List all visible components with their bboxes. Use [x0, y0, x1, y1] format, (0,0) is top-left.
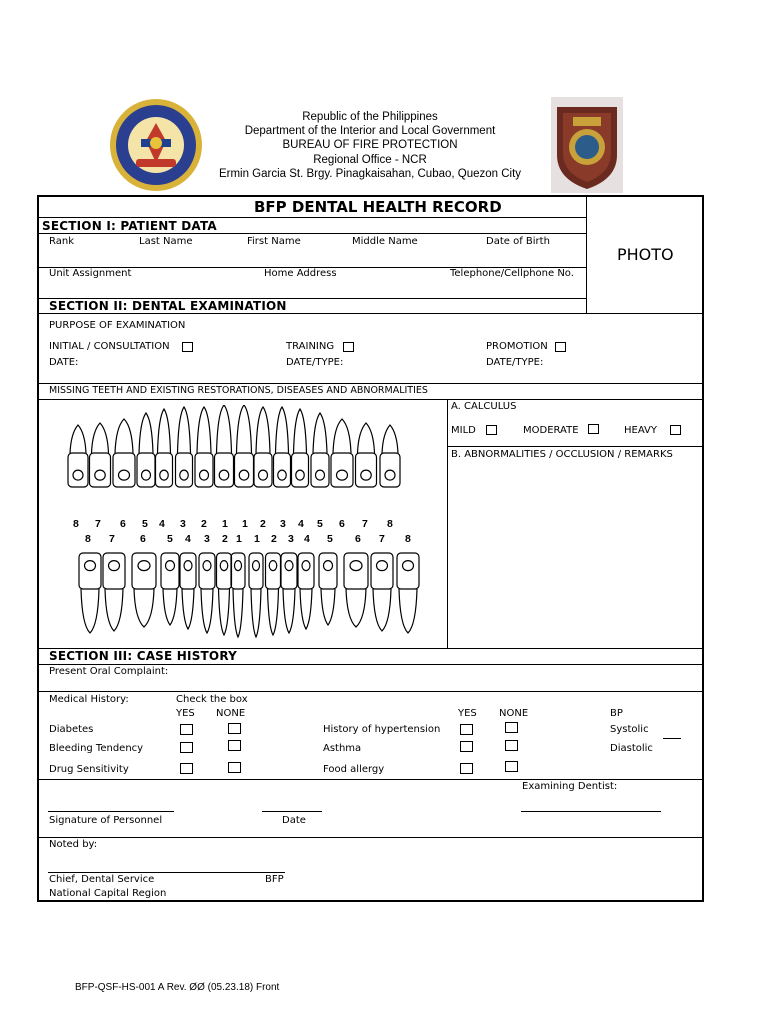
chief-signature-line[interactable] [48, 872, 285, 873]
upper-tooth-number: 7 [362, 518, 368, 530]
initial-consultation-checkbox[interactable] [182, 342, 193, 352]
upper-tooth[interactable] [331, 419, 353, 487]
photo-box-label: PHOTO [617, 245, 674, 264]
upper-tooth-number: 8 [73, 518, 79, 530]
examining-dentist-signature-line[interactable] [521, 811, 661, 812]
upper-tooth-number: 6 [339, 518, 345, 530]
home-address-label: Home Address [264, 268, 337, 279]
header-line-address: Ermin Garcia St. Brgy. Pinagkaisahan, Cubao, Quezon City [218, 168, 522, 180]
lower-tooth[interactable] [180, 553, 196, 629]
lower-tooth[interactable] [397, 553, 419, 633]
lower-tooth[interactable] [266, 553, 281, 635]
heavy-checkbox[interactable] [670, 425, 681, 435]
yes-header-left: YES [176, 708, 195, 719]
signature-of-personnel-label: Signature of Personnel [49, 815, 163, 826]
hypertension-none-checkbox[interactable] [505, 722, 518, 733]
lower-tooth-number: 2 [271, 533, 277, 545]
bleeding-none-checkbox[interactable] [228, 740, 241, 751]
middle-name-label: Middle Name [352, 236, 418, 247]
mild-checkbox[interactable] [486, 425, 497, 435]
lower-tooth-number: 4 [185, 533, 191, 545]
date-line[interactable] [262, 811, 322, 812]
last-name-label: Last Name [139, 236, 193, 247]
food-allergy-label: Food allergy [323, 764, 385, 775]
bleeding-tendency-label: Bleeding Tendency [49, 743, 144, 754]
first-name-label: First Name [247, 236, 301, 247]
noted-by-label: Noted by: [49, 839, 98, 850]
header-line-bfp: BUREAU OF FIRE PROTECTION [282, 139, 458, 151]
upper-tooth-number: 5 [317, 518, 323, 530]
lower-tooth-number: 1 [236, 533, 242, 545]
section2-title: SECTION II: DENTAL EXAMINATION [49, 299, 287, 313]
dilg-bfp-badge-icon [551, 97, 623, 193]
header-line-dilg: Department of the Interior and Local Government [244, 125, 496, 137]
lower-tooth-number: 6 [355, 533, 361, 545]
upper-tooth-number: 4 [298, 518, 304, 530]
upper-tooth-number: 8 [387, 518, 393, 530]
lower-tooth[interactable] [79, 553, 101, 633]
asthma-label: Asthma [323, 743, 362, 754]
lower-tooth-number: 7 [379, 533, 385, 545]
examining-dentist-label: Examining Dentist: [522, 781, 618, 792]
moderate-checkbox[interactable] [588, 424, 599, 434]
lower-tooth[interactable] [103, 553, 125, 631]
abnormalities-label: B. ABNORMALITIES / OCCLUSION / REMARKS [451, 449, 673, 460]
upper-tooth[interactable] [235, 405, 254, 487]
unit-assignment-label: Unit Assignment [49, 268, 132, 279]
lower-tooth[interactable] [281, 553, 297, 633]
systolic-label: Systolic [610, 724, 649, 735]
upper-tooth-number: 1 [242, 518, 248, 530]
lower-tooth-number: 4 [304, 533, 310, 545]
date-caption-label: Date [282, 815, 306, 826]
upper-tooth[interactable] [292, 409, 309, 487]
upper-tooth[interactable] [68, 425, 88, 487]
promotion-date-type-label: DATE/TYPE: [486, 357, 544, 368]
header-line-regional-office: Regional Office - NCR [313, 154, 427, 166]
upper-tooth-number: 3 [280, 518, 286, 530]
lower-tooth[interactable] [249, 553, 263, 637]
form-code-footer: BFP-QSF-HS-001 A Rev. ØØ (05.23.18) Front [75, 982, 280, 993]
lower-tooth[interactable] [132, 553, 156, 627]
upper-tooth-number: 3 [180, 518, 186, 530]
lower-tooth-number: 3 [204, 533, 210, 545]
bp-label: BP [610, 708, 623, 719]
promotion-checkbox[interactable] [555, 342, 566, 352]
none-header-right: NONE [499, 708, 529, 719]
lower-tooth[interactable] [371, 553, 393, 631]
date-label: DATE: [49, 357, 79, 368]
food-none-checkbox[interactable] [505, 761, 518, 772]
moderate-label: MODERATE [523, 425, 579, 436]
hypertension-label: History of hypertension [323, 724, 441, 735]
medical-history-label: Medical History: [49, 694, 129, 705]
lower-tooth-number: 1 [254, 533, 260, 545]
purpose-label: PURPOSE OF EXAMINATION [49, 320, 186, 331]
section3-title: SECTION III: CASE HISTORY [49, 649, 238, 663]
chief-dental-service-label: Chief, Dental Service [49, 874, 155, 885]
promotion-label: PROMOTION [486, 341, 548, 352]
upper-tooth-number: 2 [201, 518, 207, 530]
lower-tooth[interactable] [231, 553, 245, 637]
calculus-label: A. CALCULUS [451, 401, 517, 412]
lower-tooth[interactable] [217, 553, 232, 635]
upper-tooth-number: 7 [95, 518, 101, 530]
food-yes-checkbox[interactable] [460, 763, 473, 774]
initial-consultation-label: INITIAL / CONSULTATION [49, 341, 170, 352]
lower-tooth-number: 6 [140, 533, 146, 545]
lower-tooth-number: 8 [85, 533, 91, 545]
dental-record-form [37, 195, 704, 902]
phone-label: Telephone/Cellphone No. [450, 268, 574, 279]
upper-tooth-number: 5 [142, 518, 148, 530]
diastolic-label: Diastolic [610, 743, 653, 754]
check-the-box-label: Check the box [176, 694, 248, 705]
diabetes-yes-checkbox[interactable] [180, 724, 193, 735]
bleeding-yes-checkbox[interactable] [180, 742, 193, 753]
section1-title: SECTION I: PATIENT DATA [42, 219, 217, 233]
asthma-none-checkbox[interactable] [505, 740, 518, 751]
drug-sensitivity-label: Drug Sensitivity [49, 764, 129, 775]
lower-tooth-number: 2 [222, 533, 228, 545]
upper-tooth[interactable] [311, 413, 329, 487]
diabetes-none-checkbox[interactable] [228, 723, 241, 734]
lower-tooth[interactable] [199, 553, 215, 633]
lower-tooth-number: 5 [327, 533, 333, 545]
rank-label: Rank [49, 236, 74, 247]
missing-teeth-label: MISSING TEETH AND EXISTING RESTORATIONS, DISEASES AND ABNORMALITIES [49, 385, 428, 396]
upper-tooth[interactable] [137, 413, 155, 487]
upper-tooth[interactable] [113, 419, 135, 487]
upper-tooth[interactable] [380, 425, 400, 487]
none-header-left: NONE [216, 708, 246, 719]
upper-tooth-number: 2 [260, 518, 266, 530]
header-line-republic: Republic of the Philippines [302, 111, 438, 123]
upper-tooth[interactable] [356, 423, 377, 487]
lower-tooth-number: 7 [109, 533, 115, 545]
training-date-type-label: DATE/TYPE: [286, 357, 344, 368]
form-title: BFP DENTAL HEALTH RECORD [254, 198, 502, 216]
bfp-label: BFP [265, 874, 284, 885]
yes-header-right: YES [458, 708, 477, 719]
hypertension-yes-checkbox[interactable] [460, 724, 473, 735]
personnel-signature-line[interactable] [48, 811, 174, 812]
national-capital-region-label: National Capital Region [49, 888, 167, 899]
upper-tooth[interactable] [254, 407, 272, 487]
training-label: TRAINING [286, 341, 335, 352]
asthma-yes-checkbox[interactable] [460, 741, 473, 752]
upper-tooth[interactable] [274, 407, 291, 487]
lower-tooth[interactable] [344, 553, 368, 627]
upper-tooth-number: 4 [159, 518, 165, 530]
training-checkbox[interactable] [343, 342, 354, 352]
drug-yes-checkbox[interactable] [180, 763, 193, 774]
lower-tooth-number: 3 [288, 533, 294, 545]
heavy-label: HEAVY [624, 425, 657, 436]
upper-tooth[interactable] [215, 405, 234, 487]
upper-tooth[interactable] [195, 407, 213, 487]
present-oral-complaint-label: Present Oral Complaint: [49, 666, 169, 677]
upper-tooth-number: 1 [222, 518, 228, 530]
upper-tooth[interactable] [90, 423, 111, 487]
upper-tooth-number: 6 [120, 518, 126, 530]
diabetes-label: Diabetes [49, 724, 94, 735]
upper-tooth[interactable] [176, 407, 193, 487]
lower-tooth[interactable] [298, 553, 314, 629]
lower-tooth[interactable] [319, 553, 337, 625]
upper-tooth[interactable] [156, 409, 173, 487]
drug-none-checkbox[interactable] [228, 762, 241, 773]
lower-tooth-number: 5 [167, 533, 173, 545]
mild-label: MILD [451, 425, 476, 436]
lower-tooth[interactable] [161, 553, 179, 625]
date-of-birth-label: Date of Birth [486, 236, 550, 247]
lower-tooth-number: 8 [405, 533, 411, 545]
